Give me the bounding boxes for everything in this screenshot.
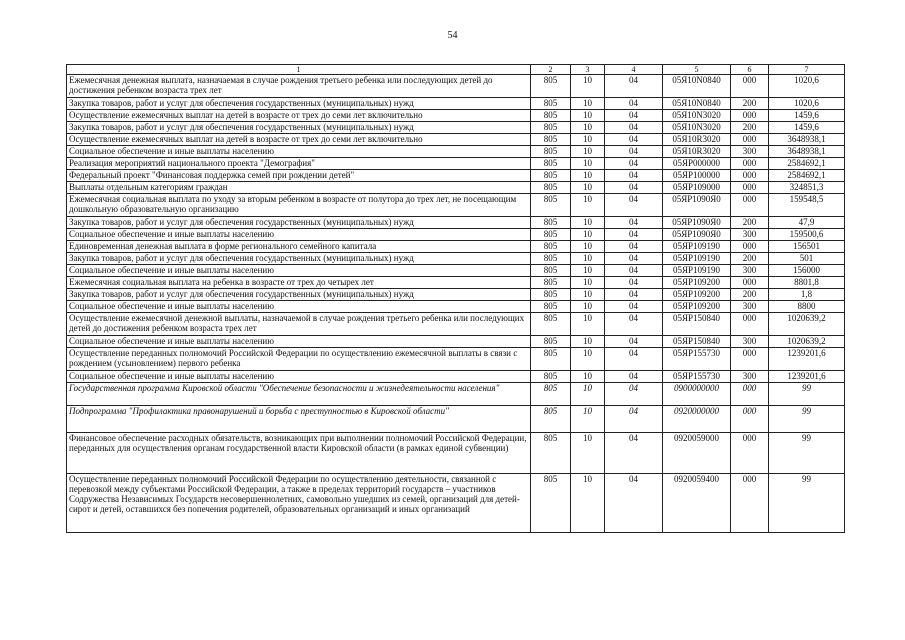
table-row [67,253,845,265]
code-cell-3: 10 [571,229,605,241]
row-name-cell: Государственная программа Кировской области "Обеспечение безопасности и жизнедеятельности населения" [67,383,531,406]
amount-cell: 1020639,2 [769,313,845,336]
code-cell-4: 04 [605,348,663,371]
row-name-cell: Подпрограмма "Профилактика правонарушений и борьба с преступностью в Кировской области" [67,406,531,433]
code-cell-4: 04 [605,265,663,277]
table-row [67,75,845,98]
code-cell-6: 000 [731,182,769,194]
code-cell-5: 05ЯР1090Я0 [663,229,731,241]
code-cell-4: 04 [605,158,663,170]
code-cell-4: 04 [605,277,663,289]
code-cell-6: 000 [731,348,769,371]
amount-cell: 1020639,2 [769,336,845,348]
code-cell-2: 805 [531,313,571,336]
row-name-cell: Закупка товаров, работ и услуг для обеспечения государственных (муниципальных) нужд [67,122,531,134]
code-cell-5: 05ЯР1090Я0 [663,194,731,217]
table-row [67,122,845,134]
row-name-cell: Осуществление ежемесячной денежной выплаты, назначаемой в случае рождения третьего ребенка или последующих детей до достижения ребенком возраста трех лет [67,313,531,336]
code-cell-3: 10 [571,277,605,289]
code-cell-5: 05Я10N0840 [663,75,731,98]
row-name-cell: Осуществление ежемесячных выплат на детей в возрасте от трех до семи лет включительно [67,110,531,122]
table-row [67,313,845,336]
code-cell-5: 05Я10R3020 [663,146,731,158]
code-cell-2: 805 [531,433,571,474]
amount-cell: 1020,6 [769,75,845,98]
row-name-cell: Ежемесячная денежная выплата, назначаемая в случае рождения третьего ребенка или последующих детей до достижения ребенком возраста трех лет [67,75,531,98]
table-row [67,217,845,229]
code-cell-3: 10 [571,146,605,158]
code-cell-3: 10 [571,110,605,122]
code-cell-6: 200 [731,98,769,110]
table-row [67,194,845,217]
amount-cell: 99 [769,406,845,433]
code-cell-6: 000 [731,406,769,433]
row-name-cell: Выплаты отдельным категориям граждан [67,182,531,194]
table-row [67,383,845,406]
code-cell-6: 200 [731,289,769,301]
code-cell-4: 04 [605,194,663,217]
row-name-cell: Социальное обеспечение и иные выплаты населению [67,146,531,158]
code-cell-6: 000 [731,474,769,533]
code-cell-6: 000 [731,75,769,98]
amount-cell: 501 [769,253,845,265]
amount-cell: 99 [769,474,845,533]
code-cell-2: 805 [531,371,571,383]
code-cell-2: 805 [531,134,571,146]
code-cell-6: 000 [731,241,769,253]
code-cell-5: 05ЯР109200 [663,277,731,289]
code-cell-4: 04 [605,75,663,98]
table-row [67,277,845,289]
code-cell-3: 10 [571,265,605,277]
row-name-cell: Осуществление ежемесячных выплат на детей в возрасте от трех до семи лет включительно [67,134,531,146]
code-cell-4: 04 [605,229,663,241]
code-cell-6: 000 [731,158,769,170]
code-cell-3: 10 [571,383,605,406]
column-header: 7 [769,65,845,75]
code-cell-3: 10 [571,98,605,110]
table-row [67,182,845,194]
code-cell-3: 10 [571,433,605,474]
code-cell-6: 300 [731,265,769,277]
row-name-cell: Закупка товаров, работ и услуг для обеспечения государственных (муниципальных) нужд [67,217,531,229]
code-cell-3: 10 [571,336,605,348]
code-cell-5: 05Я10N3020 [663,122,731,134]
code-cell-4: 04 [605,289,663,301]
table-row [67,265,845,277]
code-cell-2: 805 [531,348,571,371]
table-row [67,371,845,383]
table-row [67,348,845,371]
code-cell-4: 04 [605,371,663,383]
code-cell-2: 805 [531,182,571,194]
code-cell-3: 10 [571,75,605,98]
code-cell-3: 10 [571,170,605,182]
row-name-cell: Ежемесячная социальная выплата на ребенка в возрасте от трех до четырех лет [67,277,531,289]
code-cell-6: 000 [731,433,769,474]
code-cell-3: 10 [571,158,605,170]
code-cell-4: 04 [605,474,663,533]
code-cell-5: 0920059000 [663,433,731,474]
row-name-cell: Закупка товаров, работ и услуг для обеспечения государственных (муниципальных) нужд [67,289,531,301]
amount-cell: 1020,6 [769,98,845,110]
code-cell-2: 805 [531,217,571,229]
code-cell-4: 04 [605,253,663,265]
code-cell-2: 805 [531,110,571,122]
code-cell-6: 000 [731,277,769,289]
code-cell-2: 805 [531,241,571,253]
code-cell-6: 300 [731,336,769,348]
amount-cell: 1,8 [769,289,845,301]
code-cell-4: 04 [605,122,663,134]
code-cell-4: 04 [605,182,663,194]
amount-cell: 159548,5 [769,194,845,217]
column-header: 6 [731,65,769,75]
code-cell-3: 10 [571,182,605,194]
code-cell-2: 805 [531,289,571,301]
code-cell-2: 805 [531,336,571,348]
code-cell-3: 10 [571,371,605,383]
code-cell-3: 10 [571,406,605,433]
row-name-cell: Осуществление переданных полномочий Российской Федерации по осуществлению ежемесячной выплаты в связи с рождением (усыновлением) первого ребенка [67,348,531,371]
column-header: 5 [663,65,731,75]
amount-cell: 1459,6 [769,122,845,134]
code-cell-3: 10 [571,313,605,336]
row-name-cell: Ежемесячная социальная выплата по уходу за вторым ребенком в возрасте от полутора до трех лет, не посещающим дошкольную образовательную организацию [67,194,531,217]
code-cell-6: 300 [731,146,769,158]
code-cell-4: 04 [605,241,663,253]
table-row [67,110,845,122]
code-cell-4: 04 [605,217,663,229]
code-cell-6: 000 [731,383,769,406]
code-cell-6: 300 [731,301,769,313]
amount-cell: 159500,6 [769,229,845,241]
table-row [67,170,845,182]
code-cell-4: 04 [605,433,663,474]
code-cell-3: 10 [571,217,605,229]
table-row [67,474,845,533]
code-cell-6: 000 [731,313,769,336]
code-cell-6: 200 [731,122,769,134]
code-cell-5: 0900000000 [663,383,731,406]
code-cell-5: 05ЯР109200 [663,301,731,313]
code-cell-4: 04 [605,134,663,146]
code-cell-5: 05ЯР155730 [663,371,731,383]
code-cell-2: 805 [531,158,571,170]
table-row [67,433,845,474]
code-cell-5: 05Я10N0840 [663,98,731,110]
code-cell-2: 805 [531,406,571,433]
code-cell-5: 05ЯР109190 [663,253,731,265]
code-cell-4: 04 [605,98,663,110]
row-name-cell: Закупка товаров, работ и услуг для обеспечения государственных (муниципальных) нужд [67,98,531,110]
column-header: 4 [605,65,663,75]
amount-cell: 156501 [769,241,845,253]
code-cell-4: 04 [605,336,663,348]
page-number: 54 [447,30,458,41]
code-cell-2: 805 [531,265,571,277]
amount-cell: 156000 [769,265,845,277]
table-row [67,241,845,253]
code-cell-3: 10 [571,241,605,253]
row-name-cell: Социальное обеспечение и иные выплаты населению [67,336,531,348]
row-name-cell: Социальное обеспечение и иные выплаты населению [67,371,531,383]
code-cell-4: 04 [605,313,663,336]
row-name-cell: Реализация мероприятий национального проекта "Демография" [67,158,531,170]
code-cell-6: 000 [731,110,769,122]
column-header: 2 [531,65,571,75]
code-cell-4: 04 [605,110,663,122]
code-cell-5: 05ЯР150840 [663,313,731,336]
budget-table [66,64,845,533]
code-cell-4: 04 [605,170,663,182]
amount-cell: 1239201,6 [769,371,845,383]
code-cell-2: 805 [531,122,571,134]
amount-cell: 3648938,1 [769,146,845,158]
code-cell-2: 805 [531,383,571,406]
table-row [67,229,845,241]
row-name-cell: Федеральный проект "Финансовая поддержка семей при рождении детей" [67,170,531,182]
code-cell-3: 10 [571,122,605,134]
code-cell-3: 10 [571,301,605,313]
code-cell-5: 0920059400 [663,474,731,533]
code-cell-5: 05ЯР109200 [663,289,731,301]
row-name-cell: Закупка товаров, работ и услуг для обеспечения государственных (муниципальных) нужд [67,253,531,265]
column-header: 3 [571,65,605,75]
table-row [67,336,845,348]
code-cell-5: 05ЯР000000 [663,158,731,170]
table-row [67,134,845,146]
code-cell-6: 000 [731,170,769,182]
code-cell-4: 04 [605,406,663,433]
code-cell-6: 000 [731,134,769,146]
code-cell-3: 10 [571,474,605,533]
amount-cell: 99 [769,383,845,406]
code-cell-2: 805 [531,75,571,98]
row-name-cell: Финансовое обеспечение расходных обязательств, возникающих при выполнении полномочий Российской Федерации, переданных для осуществления органам государственной власти Кировской области (в рамках единой субвенции) [67,433,531,474]
code-cell-5: 05ЯР109190 [663,241,731,253]
row-name-cell: Социальное обеспечение и иные выплаты населению [67,301,531,313]
row-name-cell: Единовременная денежная выплата в форме регионального семейного капитала [67,241,531,253]
code-cell-5: 05Я10R3020 [663,134,731,146]
code-cell-5: 05ЯР100000 [663,170,731,182]
code-cell-4: 04 [605,301,663,313]
code-cell-6: 000 [731,194,769,217]
table-row [67,301,845,313]
code-cell-5: 05ЯР155730 [663,348,731,371]
table-row [67,289,845,301]
table-row [67,146,845,158]
code-cell-3: 10 [571,134,605,146]
code-cell-4: 04 [605,383,663,406]
amount-cell: 2584692,1 [769,170,845,182]
amount-cell: 47,9 [769,217,845,229]
table-row [67,406,845,433]
table-header-row [67,65,845,75]
amount-cell: 1239201,6 [769,348,845,371]
code-cell-2: 805 [531,194,571,217]
code-cell-6: 200 [731,253,769,265]
code-cell-3: 10 [571,194,605,217]
row-name-cell: Осуществление переданных полномочий Российской Федерации по осуществлению деятельности, связанной с перевозкой между субъектами Российской Федерации, а также в пределах территорий государств – участников Содружества Независимых Государств несовершеннолетних, самовольно ушедших из семей, организаций для детей-сирот и детей, оставшихся без попечения родителей, образовательных организаций и иных организаций [67,474,531,533]
row-name-cell: Социальное обеспечение и иные выплаты населению [67,265,531,277]
code-cell-2: 805 [531,98,571,110]
row-name-cell: Социальное обеспечение и иные выплаты населению [67,229,531,241]
code-cell-6: 300 [731,229,769,241]
table-row [67,98,845,110]
code-cell-3: 10 [571,253,605,265]
code-cell-2: 805 [531,253,571,265]
amount-cell: 1459,6 [769,110,845,122]
column-header: 1 [67,65,531,75]
code-cell-2: 805 [531,146,571,158]
code-cell-2: 805 [531,229,571,241]
code-cell-3: 10 [571,289,605,301]
amount-cell: 8800 [769,301,845,313]
amount-cell: 3648938,1 [769,134,845,146]
code-cell-2: 805 [531,474,571,533]
code-cell-2: 805 [531,277,571,289]
code-cell-5: 05ЯР150840 [663,336,731,348]
code-cell-5: 05ЯР109000 [663,182,731,194]
code-cell-6: 300 [731,371,769,383]
code-cell-5: 0920000000 [663,406,731,433]
code-cell-5: 05ЯР109190 [663,265,731,277]
code-cell-3: 10 [571,348,605,371]
code-cell-6: 200 [731,217,769,229]
amount-cell: 99 [769,433,845,474]
amount-cell: 8801,8 [769,277,845,289]
amount-cell: 324851,3 [769,182,845,194]
table-row [67,158,845,170]
code-cell-4: 04 [605,146,663,158]
code-cell-2: 805 [531,170,571,182]
amount-cell: 2584692,1 [769,158,845,170]
code-cell-5: 05Я10N3020 [663,110,731,122]
code-cell-5: 05ЯР1090Я0 [663,217,731,229]
code-cell-2: 805 [531,301,571,313]
